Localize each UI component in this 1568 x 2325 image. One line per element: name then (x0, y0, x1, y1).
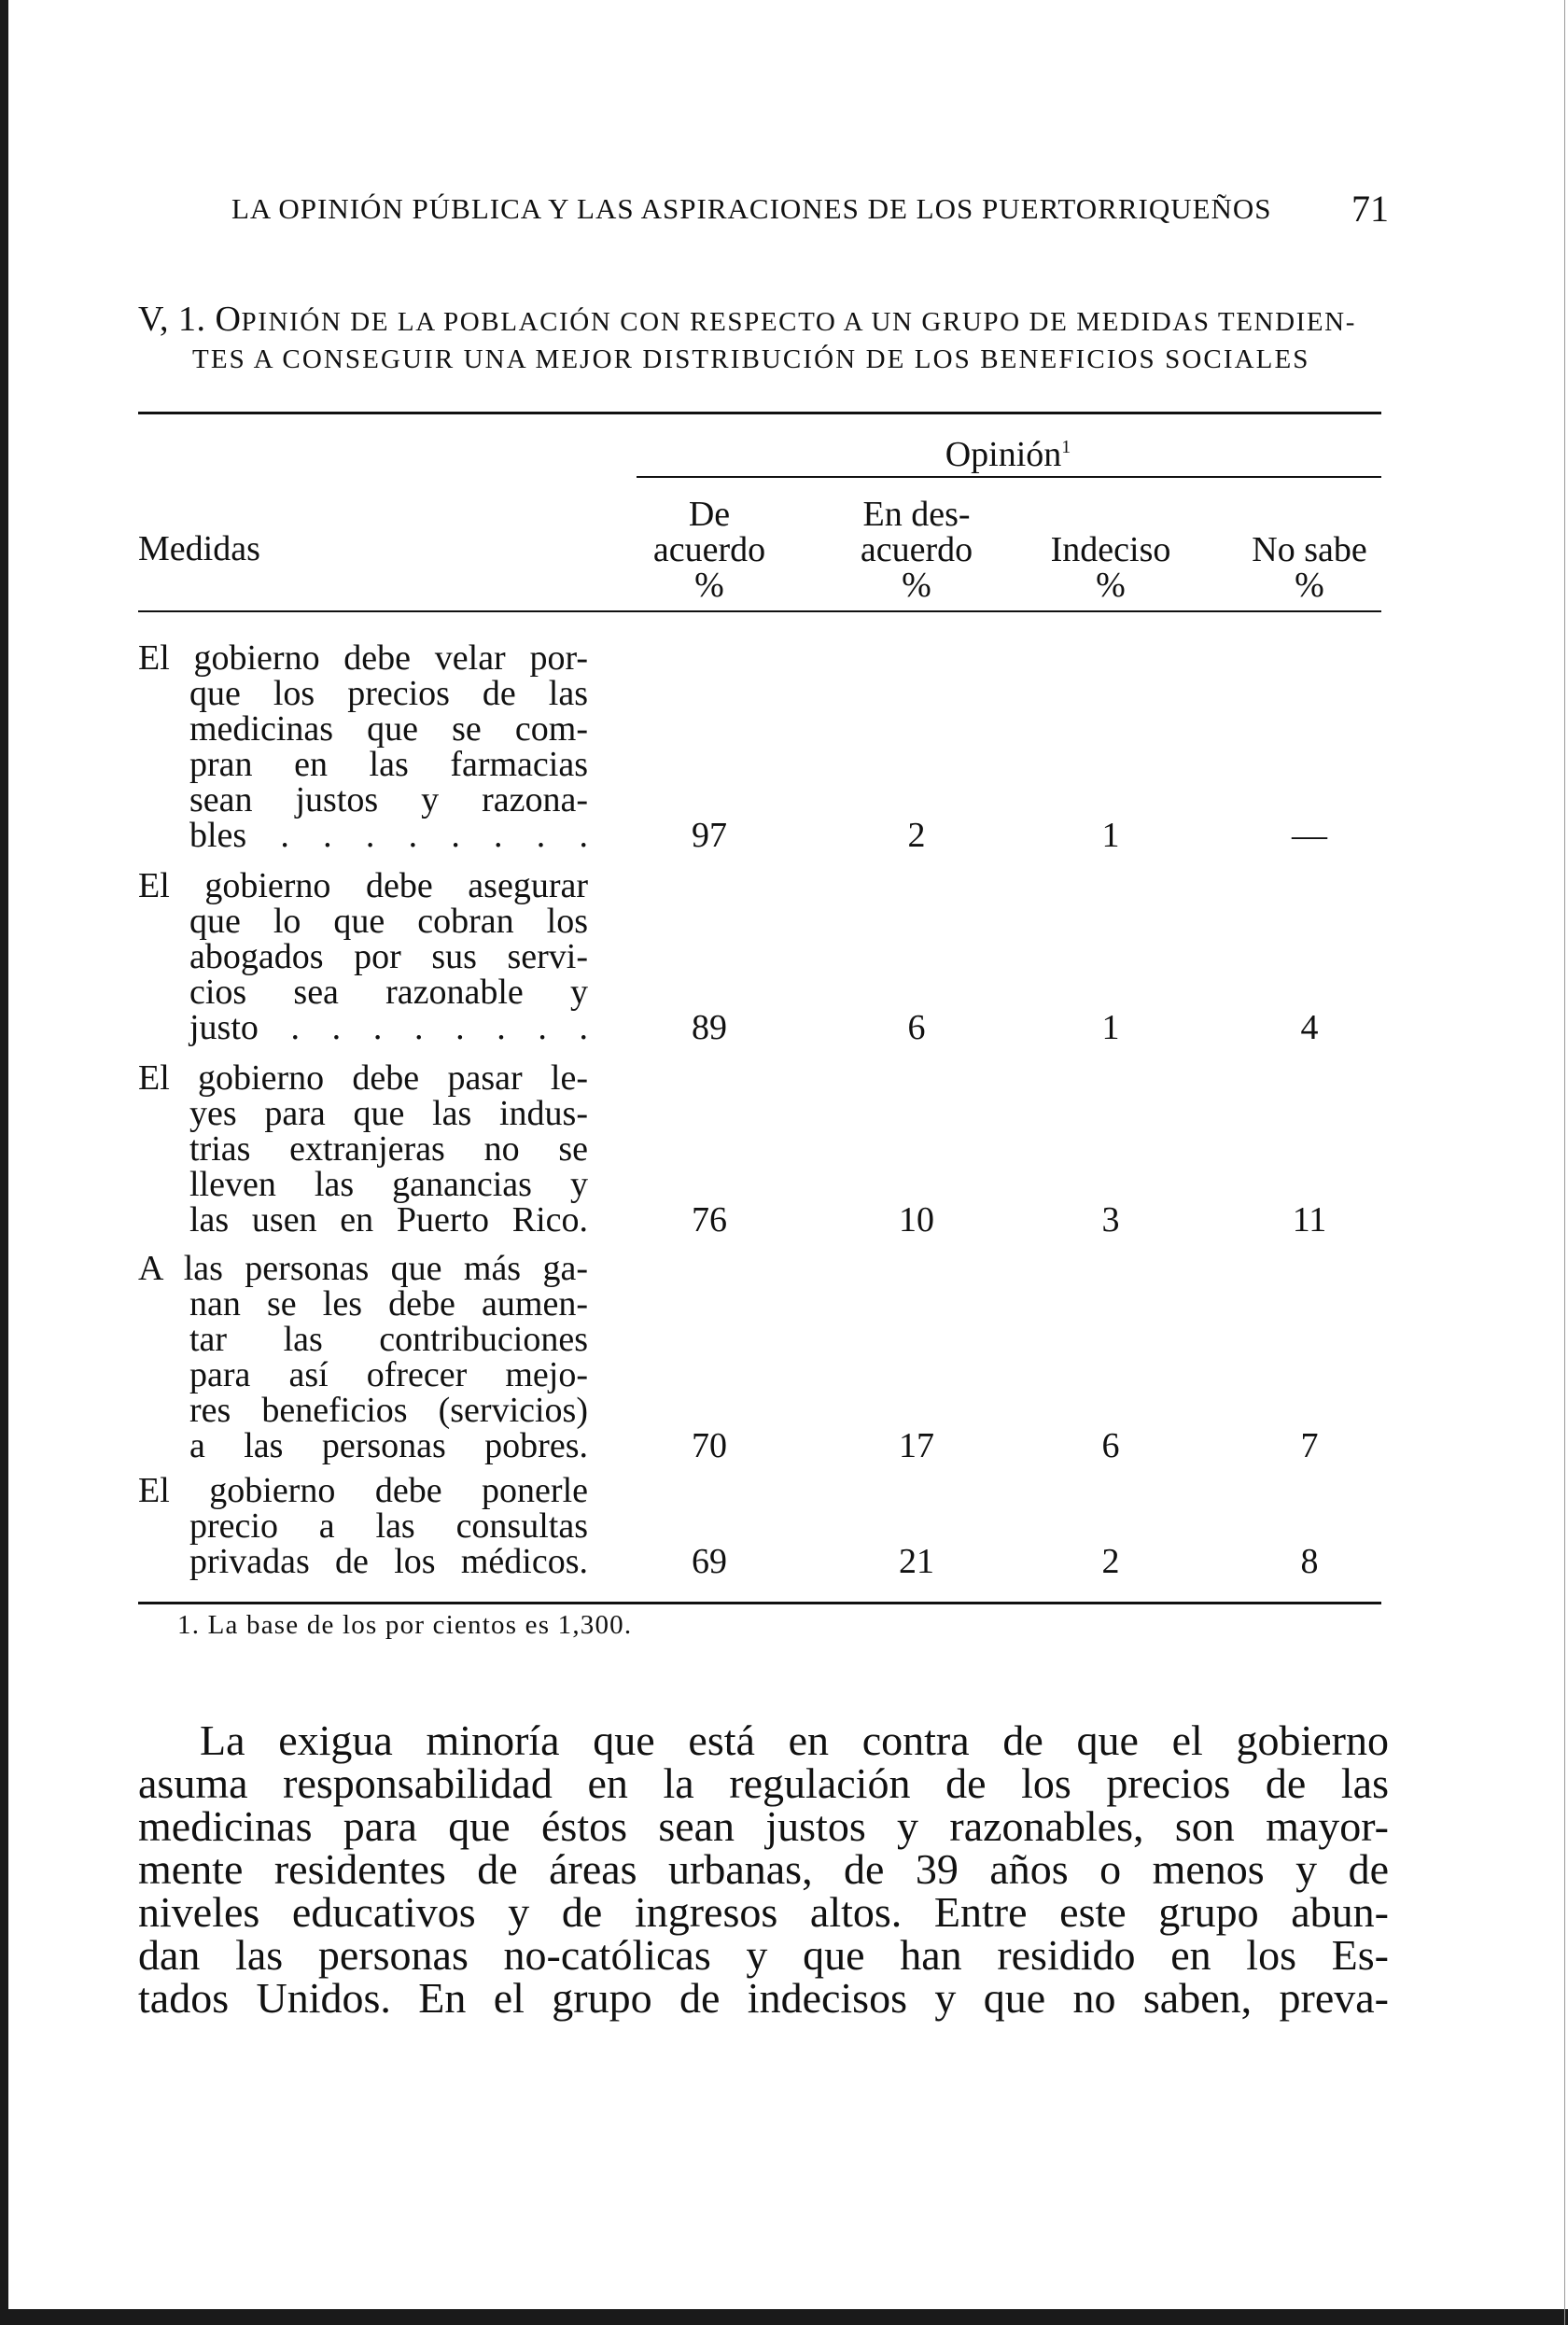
paragraph-line: asuma responsabilidad en la regulación de los precios de las (138, 1759, 1389, 1807)
row-label-line: que lo que cobran los (189, 902, 588, 941)
table-title-line-2: TES A CONSEGUIR UNA MEJOR DISTRIBUCIÓN DE LOS BENEFICIOS SOCIALES (192, 344, 1310, 374)
row-label-line: El gobierno debe ponerle (138, 1471, 588, 1510)
table-cell-indeciso: 2 (1101, 1542, 1120, 1581)
table-title (138, 301, 1389, 378)
header-col-en-desacuerdo (833, 497, 1001, 603)
row-label-line: El gobierno debe velar por- (138, 638, 588, 678)
row-label-line: precio a las consultas (189, 1506, 588, 1546)
row-label-line: res beneficios (servicios) (189, 1391, 588, 1430)
header-col-line (1027, 497, 1195, 532)
table-row-label (138, 640, 588, 853)
table-row-label (138, 1060, 588, 1238)
header-medidas: Medidas (138, 529, 260, 568)
row-label-line: bles . . . . . . . . (189, 816, 588, 855)
table-footnote: 1. La base de los por cientos es 1,300. (177, 1610, 633, 1640)
scan-border-bottom (0, 2309, 1568, 2325)
header-col-percent: % (902, 566, 931, 605)
header-col-no-sabe (1225, 497, 1393, 603)
table-cell-de-acuerdo: 69 (692, 1542, 727, 1581)
header-col-line (1225, 497, 1393, 532)
row-label-line: medicinas que se com- (189, 709, 588, 749)
table-cell-indeciso: 6 (1101, 1426, 1120, 1465)
header-col-percent: % (1096, 566, 1126, 605)
table-title-rest: PINIÓN DE LA POBLACIÓN CON RESPECTO A UN GRUPO DE MEDIDAS TENDIEN- (241, 307, 1356, 337)
header-col-line: acuerdo (652, 530, 766, 569)
scan-border-right (1564, 0, 1565, 2325)
row-label-line: yes para que las indus- (189, 1094, 588, 1133)
running-head (231, 187, 1389, 239)
row-label-line: para así ofrecer mejo- (189, 1355, 588, 1394)
table-cell-no-sabe: 8 (1300, 1542, 1319, 1581)
row-label-line: El gobierno debe pasar le- (138, 1058, 588, 1098)
table-cell-indeciso: 1 (1101, 1008, 1120, 1047)
row-label-line: que los precios de las (189, 674, 588, 713)
row-label-line: cios sea razonable y (189, 973, 588, 1012)
header-col-line: De (688, 495, 731, 534)
table-row-label (138, 1251, 588, 1464)
header-col-line: Indeciso (1050, 530, 1171, 569)
table-top-rule (138, 412, 1381, 414)
row-label-line: trias extranjeras no se (189, 1129, 588, 1169)
table-cell-no-sabe: — (1292, 816, 1327, 855)
row-label-line: nan se les debe aumen- (189, 1284, 588, 1324)
table-cell-no-sabe: 11 (1292, 1200, 1327, 1240)
row-label-line: A las personas que más ga- (138, 1249, 588, 1288)
table-cell-no-sabe: 4 (1300, 1008, 1319, 1047)
table-title-initial: O (215, 300, 242, 339)
header-opinion-label: Opinión (945, 435, 1062, 474)
opinion-group-rule (637, 476, 1381, 478)
header-col-percent: % (694, 566, 724, 605)
row-label-line: justo . . . . . . . . (189, 1008, 588, 1047)
header-opinion-footnote-mark: 1 (1061, 437, 1071, 457)
paragraph-line: La exigua minoría que está en contra de que el gobierno (200, 1716, 1389, 1764)
header-opinion (635, 429, 1381, 472)
table-cell-indeciso: 1 (1101, 816, 1120, 855)
table-row-label (138, 1473, 588, 1579)
header-col-indeciso (1027, 497, 1195, 603)
table-bottom-rule (138, 1602, 1381, 1604)
row-label-line: tar las contribuciones (189, 1320, 588, 1359)
paragraph-line: niveles educativos y de ingresos altos. Entre este grupo abun- (138, 1888, 1389, 1936)
table-cell-de-acuerdo: 76 (692, 1200, 727, 1240)
table-cell-indeciso: 3 (1101, 1200, 1120, 1240)
row-label-line: privadas de los médicos. (189, 1542, 588, 1581)
paragraph-line: mente residentes de áreas urbanas, de 39 años o menos y de (138, 1845, 1389, 1893)
table-cell-en-desacuerdo: 17 (899, 1426, 934, 1465)
table-cell-en-desacuerdo: 2 (907, 816, 926, 855)
table-cell-en-desacuerdo: 10 (899, 1200, 934, 1240)
paragraph-line: dan las personas no-católicas y que han residido en los Es- (138, 1931, 1389, 1979)
row-label-line: las usen en Puerto Rico. (189, 1200, 588, 1240)
table-cell-de-acuerdo: 97 (692, 816, 727, 855)
row-label-line: pran en las farmacias (189, 745, 588, 784)
header-col-percent: % (1295, 566, 1324, 605)
table-cell-no-sabe: 7 (1300, 1426, 1319, 1465)
row-label-line: a las personas pobres. (189, 1426, 588, 1465)
row-label-line: abogados por sus servi- (189, 937, 588, 976)
paragraph-line: medicinas para que éstos sean justos y razonables, son mayor- (138, 1802, 1389, 1850)
row-label-line: sean justos y razona- (189, 780, 588, 819)
table-title-line-1 (138, 301, 1389, 341)
page-number: 71 (1351, 188, 1389, 230)
running-head-title: LA OPINIÓN PÚBLICA Y LAS ASPIRACIONES DE LOS PUERTORRIQUEÑOS (231, 192, 1272, 225)
table-cell-en-desacuerdo: 6 (907, 1008, 926, 1047)
paragraph-line: tados Unidos. En el grupo de indecisos y que no saben, preva- (138, 1974, 1389, 2022)
body-paragraph (138, 1716, 1389, 2022)
header-col-de-acuerdo (625, 497, 793, 603)
table-number: V, 1. (138, 300, 206, 339)
header-col-line: acuerdo (860, 530, 973, 569)
table-cell-de-acuerdo: 89 (692, 1008, 727, 1047)
row-label-line: El gobierno debe asegurar (138, 866, 588, 905)
header-col-line: No sabe (1252, 530, 1367, 569)
table-cell-en-desacuerdo: 21 (899, 1542, 934, 1581)
table-cell-de-acuerdo: 70 (692, 1426, 727, 1465)
header-col-line: En des- (862, 495, 971, 534)
row-label-line: lleven las ganancias y (189, 1165, 588, 1204)
table-row-label (138, 868, 588, 1045)
header-bottom-rule (138, 610, 1381, 612)
scan-border-left (0, 0, 8, 2325)
